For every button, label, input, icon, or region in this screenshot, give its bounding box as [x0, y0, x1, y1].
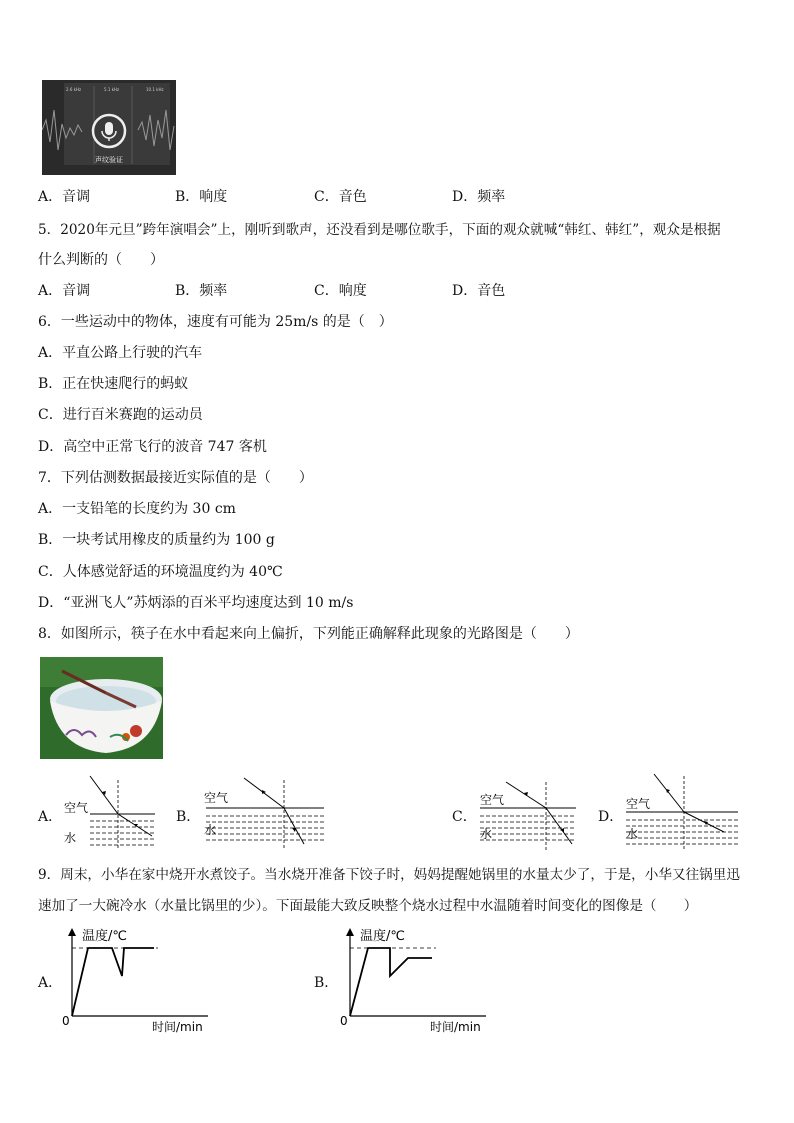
q5-stem-line2: 什么判断的（ ） — [38, 252, 164, 268]
water-label: 水 — [480, 827, 493, 841]
graph-b-xlabel: 时间/min — [430, 1020, 481, 1034]
water-label: 水 — [204, 823, 217, 837]
voiceprint-caption: 声纹验证 — [95, 156, 123, 164]
q9-option-b-letter: B． — [314, 975, 339, 991]
q8-diagram-b — [200, 776, 328, 854]
q6-option-b: B．正在快速爬行的蚂蚁 — [38, 376, 189, 392]
voiceprint-image — [42, 80, 176, 175]
q7-option-c: C．人体感觉舒适的环境温度约为 40℃ — [38, 564, 283, 580]
water-label: 水 — [626, 827, 639, 841]
q9-graph-b — [336, 924, 496, 1034]
q8-option-a-letter: A． — [38, 809, 63, 825]
q8-stem: 8．如图所示，筷子在水中看起来向上偏折，下列能正确解释此现象的光路图是（ ） — [38, 626, 579, 642]
bowl-chopstick-photo — [40, 657, 163, 759]
q8-option-c-letter: C． — [452, 809, 477, 825]
graph-a-ylabel: 温度/℃ — [82, 929, 127, 944]
q4-option-a: A．音调 — [38, 189, 91, 205]
q4-option-d: D．频率 — [452, 189, 506, 205]
graph-a-origin: 0 — [62, 1014, 70, 1028]
q4-option-c: C．音色 — [314, 189, 367, 205]
air-label: 空气 — [64, 801, 89, 815]
q9-graph-a — [58, 924, 218, 1034]
q6-option-a: A．平直公路上行驶的汽车 — [38, 345, 203, 361]
air-label: 空气 — [204, 791, 229, 805]
q6-stem: 6．一些运动中的物体，速度有可能为 25m/s 的是（ ） — [38, 314, 393, 330]
q9-stem-line1: 9．周末，小华在家中烧开水煮饺子。当水烧开准备下饺子时，妈妈提醒她锅里的水量太少了，于是，小华又往锅里迅 — [38, 867, 740, 883]
q9-stem-line2: 速加了一大碗冷水（水量比锅里的少）。下面最能大致反映整个烧水过程中水温随着时间变化的图像是（ ） — [38, 898, 698, 914]
q7-option-b: B．一块考试用橡皮的质量约为 100 g — [38, 532, 275, 548]
graph-b-ylabel: 温度/℃ — [360, 929, 405, 944]
q8-diagram-d — [622, 772, 742, 854]
graph-a-xlabel: 时间/min — [152, 1020, 203, 1034]
freq-label-1: 2.6 kHz — [66, 87, 82, 92]
graph-b-origin: 0 — [340, 1014, 348, 1028]
q9-option-a-letter: A． — [38, 975, 63, 991]
q7-option-d: D．“亚洲飞人”苏炳添的百米平均速度达到 10 m/s — [38, 595, 354, 611]
freq-label-3: 10.1 kHz — [146, 87, 164, 92]
freq-label-2: 5.1 kHz — [104, 87, 120, 92]
q5-stem-line1: 5．2020年元旦”跨年演唱会”上，刚听到歌声，还没看到是哪位歌手，下面的观众就喊“韩红、韩红”，观众是根据 — [38, 222, 721, 238]
q5-option-c: C．响度 — [314, 283, 367, 299]
q6-option-c: C．进行百米赛跑的运动员 — [38, 407, 203, 423]
q8-diagram-c — [476, 780, 580, 854]
q7-option-a: A．一支铅笔的长度约为 30 cm — [38, 501, 236, 517]
q5-option-b: B．频率 — [175, 283, 228, 299]
q8-option-b-letter: B． — [176, 809, 201, 825]
q5-option-d: D．音色 — [452, 283, 506, 299]
air-label: 空气 — [480, 793, 505, 807]
q5-option-a: A．音调 — [38, 283, 91, 299]
water-label: 水 — [64, 831, 77, 845]
q6-option-d: D．高空中正常飞行的波音 747 客机 — [38, 439, 267, 455]
q8-option-d-letter: D． — [598, 809, 624, 825]
q4-option-b: B．响度 — [175, 189, 228, 205]
q8-diagram-a — [60, 772, 160, 854]
q7-stem: 7．下列估测数据最接近实际值的是（ ） — [38, 470, 313, 486]
air-label: 空气 — [626, 797, 651, 811]
